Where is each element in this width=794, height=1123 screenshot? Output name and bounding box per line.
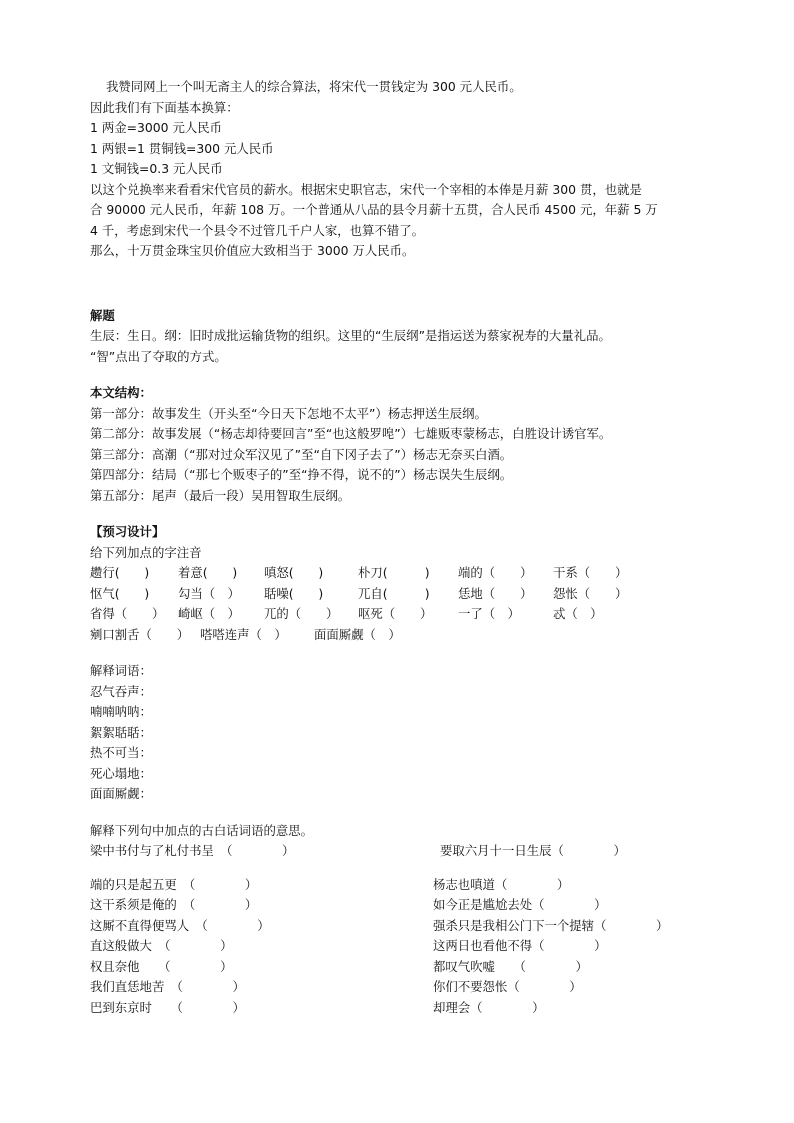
meaning-item: 这干系须是俺的 （ ） [90, 897, 258, 912]
meaning-item: 梁中书付与了札付书呈 （ ） [90, 843, 295, 858]
vocab-item: 死心塌地： [90, 765, 152, 781]
meaning-row [90, 895, 730, 916]
pinyin-item: 呕死（ ） [358, 606, 433, 621]
meaning-row [90, 916, 730, 937]
pinyin-item: 朴刀( ) [358, 565, 430, 580]
structure-line: 第三部分：高潮（“那对过众军汉见了”至“自下冈子去了”）杨志无奈买白酒。 [90, 446, 513, 462]
intro-line: 合 90000 元人民币，年薪 108 万。一个普通从八品的县令月薪十五贯，合人民币 4500 元，年薪 5 万 [90, 202, 658, 217]
pinyin-item: 崎岖（ ） [178, 606, 240, 621]
intro-line: 4 千，考虑到宋代一个县令不过管几千户人家，也算不错了。 [90, 222, 424, 238]
pinyin-row [90, 604, 730, 625]
pinyin-item: 怨怅（ ） [553, 585, 628, 601]
meaning-item: 杨志也嗔道（ ） [433, 876, 570, 892]
meaning-item: 权且奈他 （ ） [90, 958, 233, 974]
meaning-row [90, 998, 730, 1019]
pinyin-item: 干系（ ） [553, 565, 628, 580]
pinyin-item: 聒噪( ) [264, 585, 324, 601]
pinyin-item: 勾当（ ） [178, 585, 240, 601]
pinyin-item: 恁地（ ） [458, 585, 533, 601]
pinyin-item: 兀自( ) [358, 585, 430, 601]
pinyin-item: 一了（ ） [458, 606, 520, 621]
conversion-line: 1 两金=3000 元人民币 [90, 120, 223, 135]
section-heading-preview: 【预习设计】 [90, 524, 165, 539]
pinyin-row [90, 625, 730, 646]
structure-line: 第一部分：故事发生（开头至“今日天下怎地不太平”）杨志押送生辰纲。 [90, 405, 487, 421]
conversion-line: 1 两银=1 贯铜钱=300 元人民币 [90, 140, 274, 156]
meaning-item: 这厮不直得便骂人 （ ） [90, 917, 270, 933]
meaning-title: 解释下列句中加点的古白话词语的意思。 [90, 822, 314, 838]
pinyin-item: 忒（ ） [553, 606, 603, 621]
meaning-row [90, 957, 730, 978]
pinyin-item: 嗔怒( ) [264, 565, 324, 580]
meaning-item: 巴到东京时 （ ） [90, 999, 245, 1015]
pinyin-item: 趱行( ) [90, 565, 150, 580]
vocab-item: 喃喃呐呐： [90, 704, 152, 719]
section-heading-structure: 本文结构： [90, 385, 152, 400]
meaning-item: 我们直恁地苦 （ ） [90, 979, 245, 994]
pinyin-row [90, 584, 730, 605]
document-page [90, 77, 730, 1018]
conversion-line: 1 文铜钱=0.3 元人民币 [90, 161, 223, 176]
meaning-row [90, 841, 730, 862]
vocab-title: 解释词语： [90, 663, 152, 678]
pinyin-row [90, 563, 730, 584]
jieti-line: 生辰：生日。纲：旧时成批运输货物的组织。这里的“生辰纲”是指运送为蔡家祝寿的大量礼品。 [90, 328, 611, 343]
meaning-item: 都叹气吹嘘 （ ） [433, 958, 588, 974]
pinyin-item: 怄气( ) [90, 585, 150, 601]
structure-line: 第四部分：结局（“那七个贩枣子的”至“挣不得，说不的”）杨志误失生辰纲。 [90, 467, 513, 482]
intro-line: 因此我们有下面基本换算： [90, 99, 239, 115]
vocab-item: 热不可当： [90, 745, 152, 760]
meaning-item: 强杀只是我相公门下一个提辖（ ） [433, 917, 669, 933]
meaning-item: 这两日也看他不得（ ） [433, 938, 607, 953]
meaning-item: 你们不要怨怅（ ） [433, 979, 582, 994]
vocab-item: 絮絮聒聒： [90, 724, 152, 740]
meaning-item: 要取六月十一日生辰（ ） [440, 843, 626, 858]
structure-line: 第二部分：故事发展（“杨志却待要回言”至“也这般罗唣”）七雄贩枣蒙杨志，白胜设计诱官军。 [90, 426, 612, 441]
section-heading-jieti: 解题 [90, 307, 115, 323]
pinyin-item: 端的（ ） [458, 565, 533, 580]
pinyin-item: 剜口割舌（ ） [90, 626, 190, 642]
jieti-line: “智”点出了夺取的方式。 [90, 348, 227, 364]
pinyin-item: 兀的（ ） [264, 606, 339, 621]
vocab-item: 面面厮觑： [90, 786, 152, 801]
pinyin-item: 着意( ) [178, 565, 238, 580]
pinyin-item: 嗒嗒连声（ ） [200, 626, 287, 642]
meaning-item: 端的只是起五更 （ ） [90, 876, 258, 892]
structure-line: 第五部分：尾声（最后一段）吴用智取生辰纲。 [90, 487, 351, 503]
intro-line: 以这个兑换率来看看宋代官员的薪水。根据宋史职官志，宋代一个宰相的本俸是月薪 300 贯，也就是 [90, 181, 642, 197]
intro-line: 我赞同网上一个叫无斋主人的综合算法，将宋代一贯钱定为 300 元人民币。 [106, 79, 522, 94]
meaning-item: 却理会（ ） [433, 999, 545, 1015]
meaning-item: 如今正是尴尬去处（ ） [433, 897, 607, 912]
meaning-row [90, 977, 730, 998]
pinyin-item: 省得（ ） [90, 606, 165, 621]
meaning-row [90, 936, 730, 957]
meaning-item: 直这般做大 （ ） [90, 938, 233, 953]
intro-line: 那么，十万贯金珠宝贝价值应大致相当于 3000 万人民币。 [90, 243, 415, 258]
pinyin-item: 面面厮觑（ ） [314, 626, 401, 642]
meaning-row [90, 875, 730, 896]
vocab-item: 忍气吞声： [90, 683, 152, 699]
pinyin-title: 给下列加点的字注音 [90, 544, 202, 560]
